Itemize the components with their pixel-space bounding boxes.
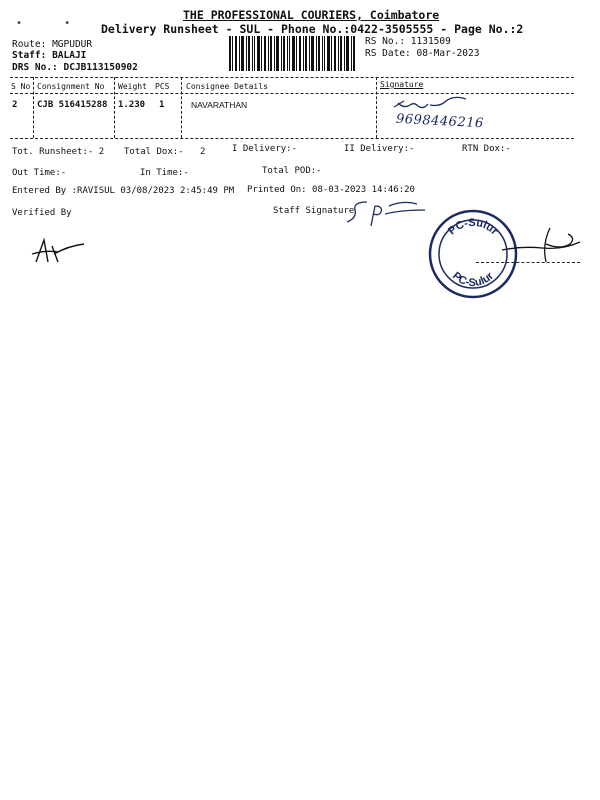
runsheet-subtitle: Delivery Runsheet - SUL - Phone No.:0422-3505555 - Page No.:2 bbox=[101, 22, 524, 36]
staff-value: BALAJI bbox=[52, 50, 87, 61]
drs-line bbox=[12, 62, 138, 73]
entered-by: Entered By :RAVISUL 03/08/2023 2:45:49 PM bbox=[12, 186, 235, 196]
drs-value: DCJB113150902 bbox=[63, 62, 138, 73]
svg-text:PC-Sulur bbox=[450, 270, 497, 289]
table-col-divider bbox=[114, 77, 115, 138]
table-col-divider bbox=[376, 77, 377, 138]
in-time: In Time:- bbox=[140, 168, 189, 178]
cell-consignee: NAVARATHAN bbox=[191, 100, 248, 110]
svg-text:PC-Sulur bbox=[446, 217, 501, 238]
rs-date-label: RS Date: bbox=[365, 48, 411, 59]
col-header-consignee: Consignee Details bbox=[186, 82, 268, 91]
out-time: Out Time:- bbox=[12, 168, 67, 178]
col-header-consignment: Consignment No bbox=[37, 82, 105, 91]
stamp-bottom-text: PC-Sulur bbox=[449, 269, 497, 290]
route-value: MGPUDUR bbox=[52, 39, 93, 50]
rs-no-value: 1131509 bbox=[410, 36, 451, 47]
drs-label: DRS No.: bbox=[12, 62, 58, 73]
barcode bbox=[229, 36, 356, 71]
verifier-signature bbox=[30, 232, 90, 272]
stamp-line bbox=[476, 262, 580, 263]
staff-line bbox=[12, 50, 86, 61]
rs-date-line bbox=[365, 48, 479, 59]
total-dox-label: Total Dox:- bbox=[124, 147, 184, 157]
signature-phone: 9698446216 bbox=[395, 111, 485, 132]
rs-date-value: 08-Mar-2023 bbox=[416, 48, 480, 59]
cell-consignment: CJB 516415288 bbox=[37, 100, 108, 110]
route-line bbox=[12, 39, 92, 50]
stamp-top-text: PC-Sulur bbox=[446, 216, 501, 238]
route-label: Route: bbox=[12, 39, 47, 50]
i-delivery: I Delivery:- bbox=[232, 144, 298, 154]
col-header-pcs: PCS bbox=[155, 82, 170, 91]
ii-delivery: II Delivery:- bbox=[344, 144, 415, 154]
col-header-sno: S No bbox=[11, 82, 31, 91]
staff-label: Staff: bbox=[12, 50, 47, 61]
total-dox-value: 2 bbox=[200, 147, 206, 157]
table-col-divider bbox=[181, 77, 182, 138]
company-title: THE PROFESSIONAL COURIERS, Coimbatore bbox=[183, 8, 440, 22]
cell-weight: 1.230 bbox=[118, 100, 146, 110]
tot-runsheet: Tot. Runsheet:- 2 bbox=[12, 147, 105, 157]
rs-no-label: RS No.: bbox=[365, 36, 406, 47]
cell-pcs: 1 bbox=[159, 100, 165, 110]
rtn-dox: RTN Dox:- bbox=[462, 144, 511, 154]
cell-sno: 2 bbox=[12, 100, 18, 110]
col-header-weight: Weight bbox=[118, 82, 147, 91]
col-header-signature: Signature bbox=[380, 80, 424, 89]
table-col-divider bbox=[33, 77, 34, 138]
table-top-border bbox=[10, 77, 574, 78]
decorative-dots: • • bbox=[16, 18, 71, 29]
rs-no-line bbox=[365, 36, 451, 47]
staff-signature-label: Staff Signature bbox=[273, 206, 355, 216]
table-bottom-border bbox=[10, 138, 574, 139]
staff-signature bbox=[345, 196, 435, 230]
printed-on: Printed On: 08-03-2023 14:46:20 bbox=[247, 185, 415, 195]
verified-by: Verified By bbox=[12, 208, 72, 218]
cell-signature bbox=[380, 93, 570, 137]
total-pod: Total POD:- bbox=[262, 166, 322, 176]
